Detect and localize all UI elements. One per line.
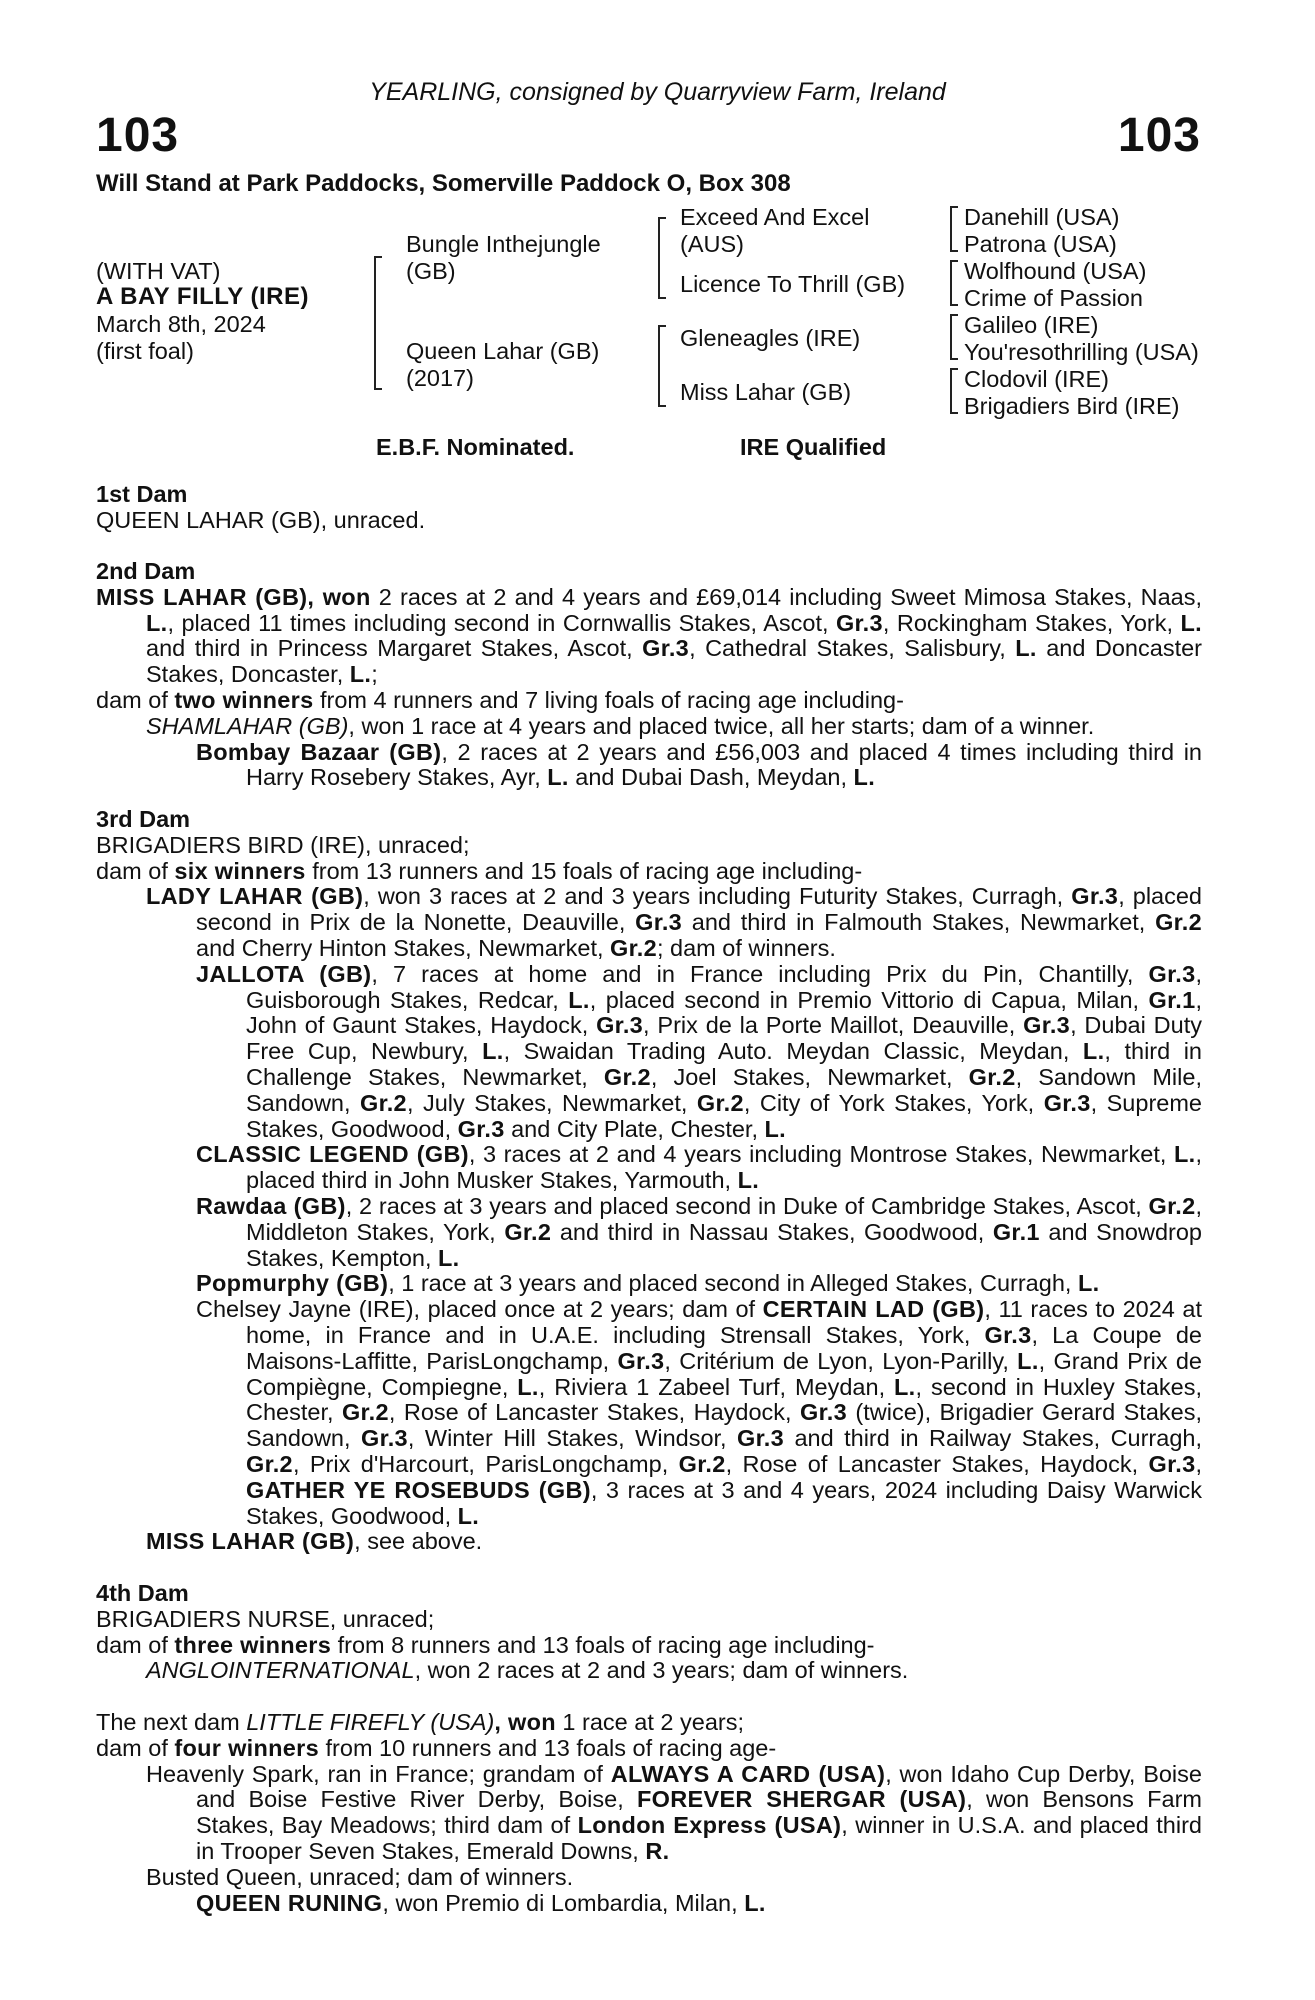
dam-sire-sire: Galileo (IRE) [964, 312, 1099, 338]
pedigree-brace-3a [950, 206, 958, 252]
next-dam-line1: The next dam LITTLE FIREFLY (USA), won 1 race at 2 years; [96, 1709, 744, 1735]
fourth-dam-heading: 4th Dam [96, 1580, 189, 1606]
consignment-line: YEARLING, consigned by Quarryview Farm, Ireland [369, 78, 946, 106]
dam-sire: Gleneagles (IRE) [680, 325, 861, 351]
dam-dam: Miss Lahar (GB) [680, 379, 852, 405]
sire-dam: Licence To Thrill (GB) [680, 271, 906, 297]
pedigree-brace-3c [950, 314, 958, 360]
third-dam-line1: BRIGADIERS BIRD (IRE), unraced; [96, 831, 470, 858]
sire: Bungle Inthejungle [406, 231, 601, 257]
third-dam-grandfoal-jallota: JALLOTA (GB), 7 races at home and in France including Prix du Pin, Chantilly, Gr.3, Guisborough Stakes, Redcar, L., placed second in Premio Vittorio di Capua, Milan, Gr.1, John of Gaunt Stakes, Haydock, Gr.3, Prix de la Porte Maillot, Deauville, Gr.3, Dubai Duty Free Cup, Newbury, L., Swaidan Trading Auto. Meydan Classic, Meydan, L., third in Challenge Stakes, Newmarket, Gr.2, Joel Stakes, Newmarket, Gr.2, Sandown Mile, Sandown, Gr.2, July Stakes, Newmarket, Gr.2, City of York Stakes, York, Gr.3, Supreme Stakes, Goodwood, Gr.3 and City Plate, Chester, L. [196, 960, 1203, 1142]
next-dam-section [96, 1710, 1202, 1916]
pedigree-brace-2a [658, 217, 666, 299]
next-dam-foal-busted-queen: Busted Queen, unraced; dam of winners. [146, 1863, 574, 1890]
sire-country: (GB) [406, 258, 456, 284]
horse-vat: (WITH VAT) [96, 258, 221, 284]
third-dam-foal-lady-lahar: LADY LAHAR (GB), won 3 races at 2 and 3 years including Futurity Stakes, Curragh, Gr.3, placed second in Prix de la Nonette, Deauville, Gr.3 and third in Falmouth Stakes, Newmarket, Gr.2 and Cherry Hinton Stakes, Newmarket, Gr.2; dam of winners. [146, 883, 1203, 961]
third-dam-grandfoal-popmurphy: Popmurphy (GB), 1 race at 3 years and placed second in Alleged Stakes, Curragh, L. [196, 1270, 1100, 1297]
stand-location: Will Stand at Park Paddocks, Somerville Paddock O, Box 308 [96, 170, 791, 197]
horse-foaled: March 8th, 2024 [96, 311, 266, 337]
first-dam-section [96, 482, 1202, 534]
next-dam-produce-summary: dam of four winners from 10 runners and 13 foals of racing age- [96, 1734, 777, 1761]
third-dam-heading: 3rd Dam [96, 806, 191, 832]
next-dam-foal-heavenly-spark: Heavenly Spark, ran in France; grandam of ALWAYS A CARD (USA), won Idaho Cup Derby, Boise and Boise Festive River Derby, Boise, FOREVER SHERGAR (USA), won Bensons Farm Stakes, Bay Meadows; third dam of London Express (USA), winner in U.S.A. and placed third in Trooper Seven Stakes, Emerald Downs, R. [146, 1760, 1202, 1864]
third-dam-foal-miss-lahar: MISS LAHAR (GB), see above. [146, 1528, 483, 1555]
lot-number-left: 103 [96, 109, 180, 162]
sire-sire-dam: Patrona (USA) [964, 231, 1117, 257]
pedigree-brace-3b [950, 260, 958, 306]
ire-qualified: IRE Qualified [740, 434, 887, 460]
fourth-dam-section [96, 1581, 1202, 1684]
second-dam-foal-2: Bombay Bazaar (GB), 2 races at 2 years and £56,003 and placed 4 times including third in Harry Rosebery Stakes, Ayr, L. and Dubai Dash, Meydan, L. [196, 738, 1202, 791]
second-dam-foal-1: SHAMLAHAR (GB), won 1 race at 4 years and placed twice, all her starts; dam of a winner. [146, 712, 1095, 739]
fourth-dam-produce-summary: dam of three winners from 8 runners and 13 foals of racing age including- [96, 1631, 875, 1658]
second-dam-produce-summary: dam of two winners from 4 runners and 7 living foals of racing age including- [96, 686, 904, 713]
sire-sire: Exceed And Excel [680, 204, 870, 230]
dam-sire-dam: You'resothrilling (USA) [964, 339, 1199, 365]
pedigree-brace-2b [658, 325, 666, 407]
dam: Queen Lahar (GB) [406, 338, 600, 364]
fourth-dam-line1: BRIGADIERS NURSE, unraced; [96, 1605, 435, 1632]
third-dam-section [96, 807, 1202, 1555]
sire-sire-sire: Danehill (USA) [964, 204, 1120, 230]
dam-year: (2017) [406, 365, 474, 391]
second-dam-section [96, 559, 1202, 791]
dam-dam-sire: Clodovil (IRE) [964, 366, 1109, 392]
sire-dam-dam: Crime of Passion [964, 285, 1143, 311]
sire-sire-country: (AUS) [680, 231, 744, 257]
pedigree-brace-1 [374, 256, 382, 390]
first-dam-text: QUEEN LAHAR (GB), unraced. [96, 506, 426, 533]
second-dam-record: MISS LAHAR (GB), won 2 races at 2 and 4 years and £69,014 including Sweet Mimosa Stakes, Naas, L., placed 11 times including second in Cornwallis Stakes, Ascot, Gr.3, Rockingham Stakes, York, L. and third in Princess Margaret Stakes, Ascot, Gr.3, Cathedral Stakes, Salisbury, L. and Doncaster Stakes, Doncaster, L.; [96, 583, 1203, 688]
third-dam-grandfoal-rawdaa: Rawdaa (GB), 2 races at 3 years and placed second in Duke of Cambridge Stakes, Ascot, Gr.2, Middleton Stakes, York, Gr.2 and third in Nassau Stakes, Goodwood, Gr.1 and Snowdrop Stakes, Kempton, L. [196, 1192, 1202, 1271]
third-dam-produce-summary: dam of six winners from 13 runners and 15 foals of racing age including- [96, 857, 863, 884]
pedigree-brace-3d [950, 368, 958, 414]
lot-number-right: 103 [1117, 109, 1201, 162]
next-dam-grandfoal-queen-runing: QUEEN RUNING, won Premio di Lombardia, Milan, L. [196, 1889, 766, 1916]
third-dam-grandfoal-classic-legend: CLASSIC LEGEND (GB), 3 races at 2 and 4 years including Montrose Stakes, Newmarket, L., placed third in John Musker Stakes, Yarmouth, L. [196, 1141, 1202, 1194]
horse-note: (first foal) [96, 338, 194, 364]
sire-dam-sire: Wolfhound (USA) [964, 258, 1147, 284]
fourth-dam-foal: ANGLOINTERNATIONAL, won 2 races at 2 and 3 years; dam of winners. [146, 1657, 909, 1684]
third-dam-grandfoal-chelsey-jayne: Chelsey Jayne (IRE), placed once at 2 years; dam of CERTAIN LAD (GB), 11 races to 2024 at home, in France and in U.A.E. including Strensall Stakes, York, Gr.3, La Coupe de Maisons-Laffitte, ParisLongchamp, Gr.3, Critérium de Lyon, Lyon-Parilly, L., Grand Prix de Compiègne, Compiegne, L., Riviera 1 Zabeel Turf, Meydan, L., second in Huxley Stakes, Chester, Gr.2, Rose of Lancaster Stakes, Haydock, Gr.3 (twice), Brigadier Gerard Stakes, Sandown, Gr.3, Winter Hill Stakes, Windsor, Gr.3 and third in Railway Stakes, Curragh, Gr.2, Prix d'Harcourt, ParisLongchamp, Gr.2, Rose of Lancaster Stakes, Haydock, Gr.3, GATHER YE ROSEBUDS (GB), 3 races at 3 and 4 years, 2024 including Daisy Warwick Stakes, Goodwood, L. [196, 1296, 1203, 1529]
dam-dam-dam: Brigadiers Bird (IRE) [964, 393, 1180, 419]
first-dam-heading: 1st Dam [96, 481, 188, 507]
ebf-nominated: E.B.F. Nominated. [376, 434, 575, 460]
horse-name: A BAY FILLY (IRE) [96, 283, 309, 310]
second-dam-heading: 2nd Dam [96, 558, 196, 584]
